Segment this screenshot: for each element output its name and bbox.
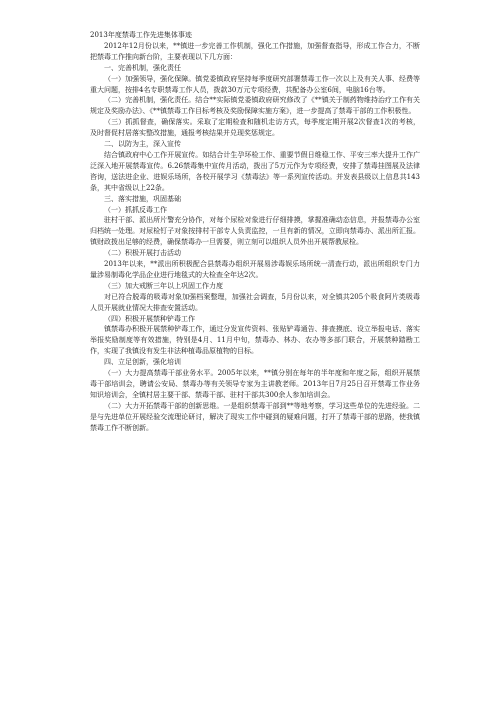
paragraph: 镇禁毒办积极开展禁种铲毒工作，通过分发宣传资料、张贴铲毒通告、排查摸底、设立举报电话、落实举报奖励制度等有效措施，特别是4月、11月中旬，禁毒办、林办、农办等多部门联合，开展禁种踏勘工作，实现了我镇没有发生非法种植毒品原植物的目标。	[90, 325, 420, 356]
section-heading-1: 一、完善机制，强化责任	[104, 63, 181, 72]
paragraph: 对已符合脱毒的吸毒对象加强档案整理，加强社会调查，5月份以来，对全镇共205个吸食阿片类吸毒人员开展就业情况大排查安置活动。	[90, 292, 420, 312]
paragraph: （一）大力提高禁毒干部业务水平。2005年以来，**镇分别在每年的半年度和年度之际，组织开展禁毒干部培训会，聘请公安局、禁毒办等有关领导专家为主讲教老师。2013年日7月25日召开禁毒工作业务知识培训会，全镇村居主要干部、禁毒干部、驻村干部共300余人参加培训会。	[90, 369, 420, 399]
subsection-heading: （三）加大戒断三年以上巩固工作力度	[104, 281, 223, 290]
paragraph: （二）大力开拓禁毒干部的创新思维。一是组织禁毒干部到**等地考察，学习这些单位的先进经验。二是与先进单位开展经验交流理论研讨，解决了现实工作中碰到的疑难问题，打开了禁毒干部的思路，使我镇禁毒工作不断创新。	[90, 401, 420, 432]
subsection-heading: （二）积极开展打击活动	[104, 249, 181, 258]
paragraph: （一）加强领导，强化保障。镇党委镇政府坚持每季度研究部署禁毒工作一次以上及有关人事、经费等重大问题，按排4名专职禁毒工作人员，拨款30万元专项经费，共配备办公室6间，电脑16台等。	[90, 74, 420, 94]
paragraph: 结合镇政府中心工作开展宣传。如结合计生孕环检工作、重要节假日维稳工作、平安三率大提升工作广泛深入地开展禁毒宣传。6.26禁毒集中宣传月活动，拨出了5万元作为专项经费，安排了禁毒挂图展及法律咨询，送法进企业、进娱乐场所，各校开展学习《禁毒法》等一系列宣传活动。并发表县级以上信息共143条，其中省级以上22条。	[90, 150, 420, 192]
document-title: 2013年度禁毒工作先进集体事迹	[90, 31, 192, 39]
paragraph-intro: 2012年12月份以来，**镇进一步完善工作机制，强化工作措施，加强督查指导，形成工作合力，不断把禁毒工作推向新台阶，主要表现以下几方面：	[90, 41, 420, 61]
paragraph: （三）抓抓督查，确保落实。采取了定期检查和随机走访方式，每季度定期开展2次督查1次的考核，及时督促村居落实整改措施，通报考核结果并兑现奖惩规定。	[90, 118, 420, 138]
subsection-heading: （四）积极开展禁种铲毒工作	[104, 314, 195, 323]
paragraph: 2013年以来，**派出所积极配合县禁毒办组织开展易涉毒娱乐场所统一清查行动，派出所组织专门力量涉易制毒化学品企业进行地毯式的大检查全年达2次。	[90, 260, 420, 279]
document-body	[90, 30, 420, 434]
section-heading-3: 三、落实措施，巩固基础	[104, 194, 181, 203]
paragraph: 驻村干部、派出所片警充分协作，对每个尿检对象进行仔细排摸，掌握准确动态信息，并报禁毒办公室归档统一处理。对尿检钉子对象按排村干部专人负责监控，一旦有新的情况，立即向禁毒办、派出所汇报。镇财政拨出足够的经费，确保禁毒办一旦需要，则立刻可以组织人员外出开展帮教尿检。	[90, 216, 420, 247]
paragraph: （二）完善机制，强化责任。结合**实际镇党委镇政府研究修改了《**镇关于制药物维持治疗工作有关规定及奖励办法》、《**镇禁毒工作目标考核及奖励保障实施方案》，进一步提高了禁毒干部的工作积极性。	[90, 96, 420, 116]
subsection-heading: （一）抓抓反毒工作	[104, 205, 167, 214]
section-heading-2: 二、以防为主，深入宣传	[104, 140, 181, 149]
section-heading-4: 四、立足创新，强化培训	[104, 358, 181, 367]
